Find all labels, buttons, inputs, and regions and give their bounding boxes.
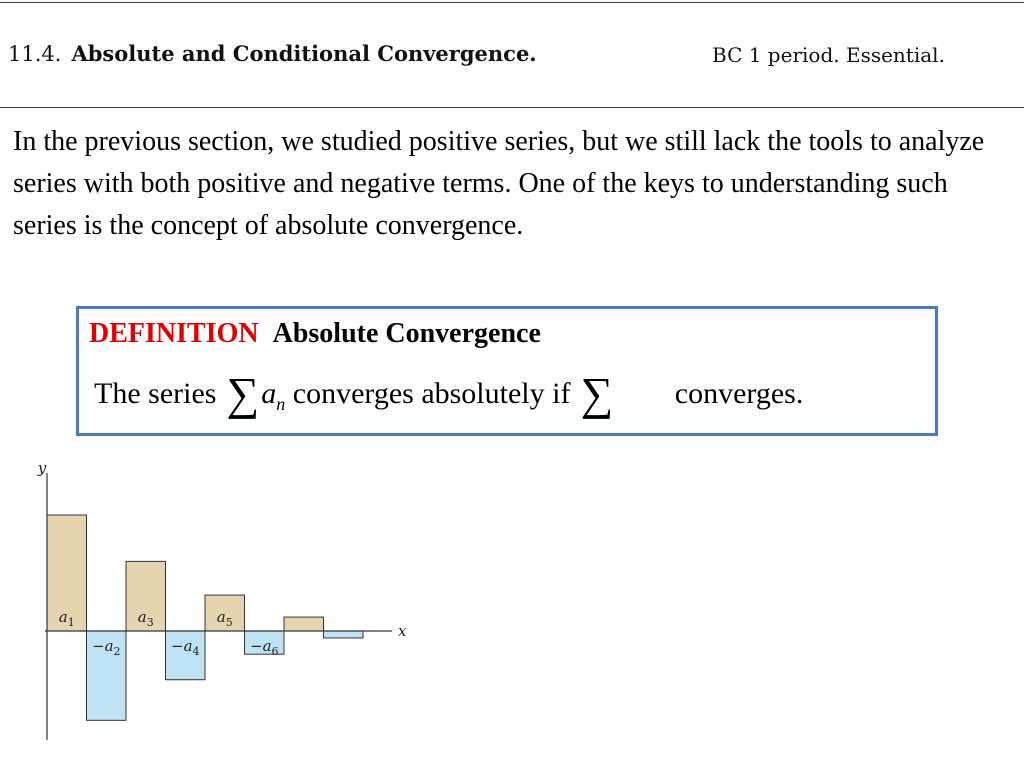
y-axis-label: y <box>37 459 47 477</box>
sigma-symbol: ∑ <box>226 368 260 419</box>
statement-part1: The series <box>94 377 217 410</box>
bar-a7 <box>284 617 324 631</box>
statement-part3: converges. <box>674 377 804 410</box>
bar-label-a6: $-a_6$ <box>249 637 279 658</box>
bar-a8 <box>324 631 364 638</box>
section-meta: BC 1 period. Essential. <box>712 43 945 67</box>
definition-statement <box>94 368 804 419</box>
definition-name: Absolute Convergence <box>272 318 541 349</box>
term-subscript: n <box>276 394 286 414</box>
term-base: a <box>261 377 277 410</box>
bar-label-a5: $a_5$ <box>216 608 233 629</box>
series-term <box>261 377 286 414</box>
section-title: Absolute and Conditional Convergence. <box>71 41 537 66</box>
bar-label-a4: $-a_4$ <box>170 637 200 658</box>
definition-label: DEFINITION <box>89 318 259 349</box>
section-number: 11.4. <box>8 42 62 66</box>
intro-paragraph: In the previous section, we studied positive series, but we still lack the tools to analyze series with both positive and negative terms. One of the keys to understanding such series is the concept of absolute convergence. <box>13 126 985 241</box>
statement-part2: converges absolutely if <box>292 377 571 410</box>
bar-label-a3: $a_3$ <box>137 608 154 629</box>
bar-label-a2: $-a_2$ <box>91 637 121 658</box>
header-rule <box>0 107 1024 108</box>
definition-heading <box>89 318 541 350</box>
x-axis-label: x <box>398 622 407 640</box>
alternating-series-chart <box>0 455 440 745</box>
definition-box <box>76 306 938 436</box>
top-rule <box>0 2 1024 3</box>
bar-label-a1: $a_1$ <box>58 608 75 629</box>
sigma-symbol-2: ∑ <box>580 368 614 419</box>
section-heading <box>8 41 537 66</box>
